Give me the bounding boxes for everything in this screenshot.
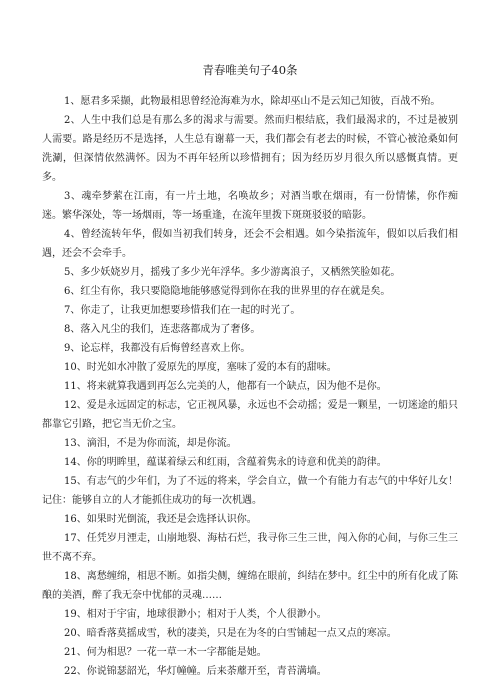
quote-list bbox=[42, 92, 458, 681]
list-item: 6、红尘有你，我只要隐隐地能够感觉得到你在我的世界里的存在就是矣。 bbox=[64, 286, 391, 297]
list-item: 17、任凭岁月湮走，山崩地裂、海枯石烂，我寻你三生三世，闯入你的心间，与你三生三世不离不弃。 bbox=[42, 533, 458, 563]
list-item: 21、何为相思？一花一草一木一字都能是她。 bbox=[64, 647, 267, 658]
list-item: 20、暗香落莫摇成雪，秋的凄美，只是在为冬的白雪铺起一点又点的寒凉。 bbox=[64, 628, 397, 639]
list-item: 18、离愁缠绵，相思不断。如指尖侧，缠绵在眼前，纠结在梦中。红尘中的所有化成了陈酿的美酒，醉了我无奈中忧郁的灵魂…… bbox=[42, 571, 458, 601]
list-item: 16、如果时光倒流，我还是会选择认识你。 bbox=[64, 514, 257, 525]
list-item: 22、你说锦瑟韶光，华灯幢幢。后来荼蘼开至，青苔满墙。 bbox=[64, 666, 327, 677]
list-item: 1、愿君多采撷，此物最相思曾经沧海难为水，除却巫山不是云知己知彼，百战不殆。 bbox=[64, 96, 441, 107]
list-item: 10、时光如水冲散了爱原先的厚度，塞味了爱的本有的甜味。 bbox=[64, 362, 337, 373]
list-item: 15、有志气的少年们，为了不远的将来，学会自立，做一个有能力有志气的中华好儿女！记住：能够自立的人才能抓住成功的每一次机遇。 bbox=[42, 476, 458, 506]
list-item: 13、滴泪，不是为你而流，却是你流。 bbox=[64, 438, 237, 449]
list-item: 12、爱是永远固定的标志，它正视风暴，永远也不会动摇；爱是一颗星，一切迷途的船只都靠它引路，把它当无价之宝。 bbox=[42, 400, 458, 430]
list-item: 7、你走了，让我更加想要珍惜我们在一起的时光了。 bbox=[64, 305, 301, 316]
list-item: 11、将来就算我遇到再怎么完美的人，他都有一个缺点，因为他不是你。 bbox=[64, 381, 387, 392]
list-item: 8、落入凡尘的我们，连悲落都成为了奢侈。 bbox=[64, 324, 261, 335]
list-item: 4、曾经流转年华，假如当初我们转身，还会不会相遇。如今染指流年，假如以后我们相遇，还会不会牵手。 bbox=[42, 229, 458, 259]
list-item: 2、人生中我们总是有那么多的渴求与需要。然而归根结底，我们最渴求的，不过是被别人需要。路是经历不是选择，人生总有谢幕一天，我们都会有老去的时候，不管心被沧桑如何洗涮，但深情依然满怀。因为不再年轻所以珍惜拥有；因为经历岁月很久所以感慨真情。更多。 bbox=[42, 115, 458, 183]
list-item: 19、相对于宇宙，地球很渺小；相对于人类，个人很渺小。 bbox=[64, 609, 327, 620]
list-item: 14、你的明眸里，蕴谋着绿云和红雨，含蕴着隽永的诗意和优美的韵律。 bbox=[64, 457, 387, 468]
list-item: 9、论忘样，我都没有后悔曾经喜欢上你。 bbox=[64, 343, 251, 354]
list-item: 5、多少妖娆岁月，摇残了多少光年浮华。多少游离浪子，又栖然笑脸如花。 bbox=[64, 267, 401, 278]
list-item: 3、魂牵梦萦在江南，有一片土地，名唤故乡；对酒当歌在烟雨，有一份情愫，你作痴迷。繁华深处，等一场烟雨，等一场重逢，在流年里拨下斑斑驳驳的暗影。 bbox=[42, 191, 458, 221]
document-title: 青春唯美句子40条 bbox=[202, 63, 298, 77]
